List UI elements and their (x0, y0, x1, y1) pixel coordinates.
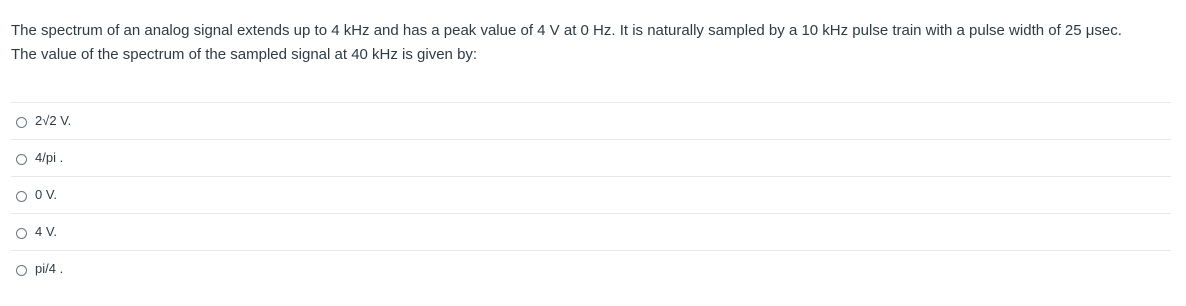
answer-options (11, 102, 1171, 287)
question-line-2: The value of the spectrum of the sampled signal at 40 kHz is given by: (11, 46, 478, 63)
answer-option-3[interactable] (11, 176, 1171, 213)
question-text (11, 19, 1181, 67)
answer-option-1[interactable] (11, 102, 1171, 139)
answer-option-4[interactable] (11, 213, 1171, 250)
question-line-1: The spectrum of an analog signal extends up to 4 kHz and has a peak value of 4 V at 0 Hz. It is naturally sampled by a 10 kHz pulse train with a pulse width of 25 μsec. (11, 22, 1122, 39)
answer-label: 4 V. (35, 224, 57, 239)
answer-label: pi/4 . (35, 261, 64, 276)
radio-button[interactable] (16, 154, 27, 165)
radio-button[interactable] (16, 265, 27, 276)
answer-label: 2√2 V. (35, 113, 72, 128)
radio-button[interactable] (16, 191, 27, 202)
answer-option-5[interactable] (11, 250, 1171, 287)
radio-button[interactable] (16, 228, 27, 239)
radio-button[interactable] (16, 117, 27, 128)
answer-label: 4/pi . (35, 150, 64, 165)
answer-label: 0 V. (35, 187, 57, 202)
answer-option-2[interactable] (11, 139, 1171, 176)
